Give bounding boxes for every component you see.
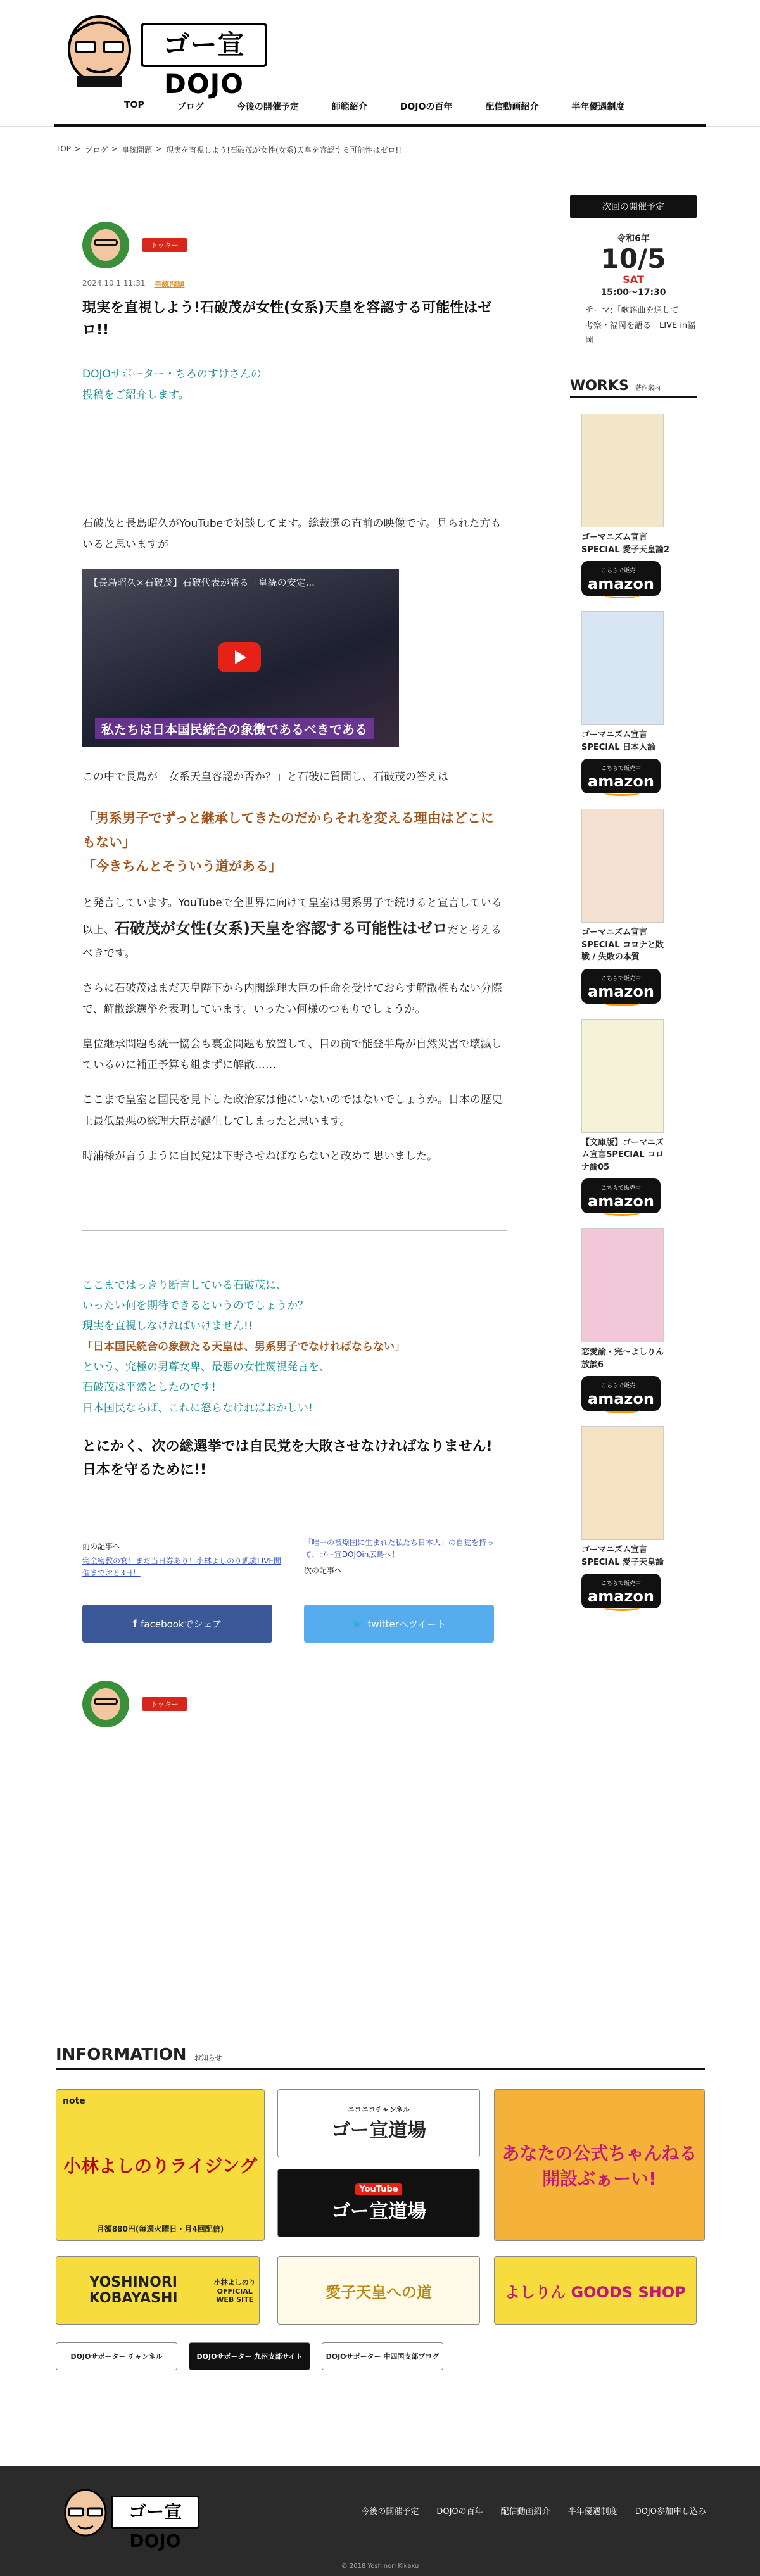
book-cover[interactable] [581, 414, 664, 527]
quote [82, 807, 507, 878]
twitter-share-button[interactable]: 🐦 twitterへツイート [304, 1605, 494, 1643]
banner-chushikoku[interactable]: DOJOサポーター 中四国支部ブログ [322, 2342, 443, 2370]
author-tag[interactable]: トッキー [142, 238, 187, 252]
prev-post-link[interactable]: 完全密教の宴！まだ当日券あり！小林よしのり凱旋LIVE開催までおと3日！ [82, 1556, 282, 1577]
author-row [82, 222, 507, 268]
nav-membership[interactable]: 半年優遇制度 [571, 102, 625, 112]
book-cover[interactable] [581, 1019, 664, 1133]
amazon-button[interactable]: こちらで販売中 amazon [581, 969, 661, 1004]
footer-nav-schedule[interactable]: 今後の開催予定 [361, 2507, 419, 2516]
banner-aiko-tenno[interactable]: 愛子天皇への道 [277, 2256, 480, 2325]
paragraph: さらに石破茂はまだ天皇陛下から内閣総理大臣の任命を受けておらず解散権もない分際で、解散総選挙を表明しています。いったい何様のつもりでしょうか。 [82, 982, 502, 1016]
nav-top[interactable]: TOP [124, 100, 144, 110]
footer-nav [361, 2504, 706, 2516]
amazon-logo-icon: amazon [581, 983, 661, 1001]
post-navigation [82, 1537, 507, 1579]
book-title: ゴーマニズム宣言SPECIAL 愛子天皇論2 [581, 533, 670, 555]
next-event[interactable] [570, 232, 697, 348]
divider [82, 1230, 507, 1231]
amazon-button[interactable]: こちらで販売中 amazon [581, 1574, 661, 1608]
nav-videos[interactable]: 配信動画紹介 [485, 102, 539, 112]
footer-nav-videos[interactable]: 配信動画紹介 [500, 2507, 550, 2516]
amazon-logo-icon: amazon [581, 1390, 661, 1408]
amazon-logo-icon: amazon [581, 575, 661, 593]
banner-official-site[interactable]: YOSHINORI KOBAYASHI 小林よしのり OFFICIAL WEB SITE [56, 2256, 260, 2325]
site-header [0, 0, 760, 127]
logo-text: ゴー宣DOJO [141, 23, 267, 67]
next-post [304, 1537, 507, 1579]
banner-supporter-channel[interactable]: DOJOサポーター チャンネル [56, 2342, 177, 2370]
youtube-embed[interactable] [82, 569, 399, 747]
amazon-logo-icon: amazon [581, 1192, 661, 1210]
nav-blog[interactable]: ブログ [177, 102, 204, 112]
final-statement: とにかく、次の総選挙では自民党を大敗させなければなりません! 日本を守るために!! [82, 1438, 493, 1479]
banner-text: 小林よしのりライジング [63, 2155, 257, 2176]
book-title: 【文庫版】ゴーマニズム宣言SPECIAL コロナ論05 [581, 1137, 664, 1172]
facebook-share-button[interactable]: f facebookでシェア [82, 1605, 272, 1643]
nav-teachers[interactable]: 師範紹介 [331, 102, 367, 112]
footer-nav-history[interactable]: DOJOの百年 [436, 2507, 483, 2516]
footer-nav-apply[interactable]: DOJO参加申し込み [635, 2507, 706, 2516]
sidebar [570, 195, 697, 1608]
facebook-icon: f [132, 1618, 137, 1630]
paragraph: 時浦様が言うように自民党は下野させねばならないと改めて思いました。 [82, 1149, 438, 1163]
book-item [581, 809, 670, 1004]
banner-text: 月額880円(毎週火曜日・月4回配信) [96, 2225, 224, 2233]
amazon-button[interactable]: こちらで販売中 amazon [581, 1376, 661, 1411]
breadcrumb-separator: > [111, 144, 118, 153]
breadcrumb-current: 現実を直視しよう!石破茂が女性(女系)天皇を容認する可能性はゼロ!! [166, 146, 402, 155]
closing-block: ここまではっきり断言している石破茂に、 いったい何を期待できるというのでしょうか？ 現実を直視しなければいけません!! 「日本国民統合の象徴たる天皇は、男系男子でなければならない」 という、究極の男尊女卑、最悪の女性蔑視発言を、 石破茂は平然としたのです! 日本国民ならば、これに怒らなければおかしい! [82, 1279, 405, 1415]
footer-nav-membership[interactable]: 半年優遇制度 [567, 2507, 618, 2516]
information-heading: INFORMATION お知らせ [56, 2045, 705, 2070]
quote-line: 「今きちんとそういう道がある」 [82, 858, 282, 874]
paragraph: ここまで皇室と国民を見下した政治家は他にいないのではないでしょうか。日本の歴史上最低最悪の総理大臣が誕生してしまったと思います。 [82, 1094, 502, 1128]
nav-schedule[interactable]: 今後の開催予定 [236, 102, 299, 112]
copyright: © 2018 Yoshinori Kikaku [341, 2563, 419, 2570]
post-lead [82, 364, 507, 405]
video-caption: 私たちは日本国民統合の象徴であるべきである [95, 718, 374, 739]
post-title: 現実を直視しよう!石破茂が女性(女系)天皇を容認する可能性はゼロ!! [82, 300, 492, 339]
share-buttons [82, 1605, 507, 1643]
event-date: 10/5 [600, 243, 666, 274]
footer-logo-text: ゴー宣DOJO [111, 2496, 200, 2529]
breadcrumb-blog[interactable]: ブログ [85, 146, 108, 155]
banner-kyushu[interactable]: DOJOサポーター 九州支部サイト [189, 2342, 310, 2370]
prev-post [82, 1537, 285, 1579]
footer-logo[interactable] [60, 2484, 206, 2551]
book-cover[interactable] [581, 1228, 664, 1342]
paragraph: と発言しています。YouTubeで全世界に向けて皇室は男系男子で続けると宣言している以上、石破茂が女性(女系)天皇を容認する可能性はゼロだと考えるべきです。 [82, 896, 502, 960]
schedule-heading: 次回の開催予定 [570, 195, 697, 218]
article [82, 222, 507, 1727]
amazon-button[interactable]: こちらで販売中 amazon [581, 561, 661, 596]
paragraph: この中で長島が「女系天皇容認か否か？」と石破に質問し、石破茂の答えは [82, 771, 448, 784]
breadcrumb-separator: > [156, 144, 163, 153]
book-title: ゴーマニズム宣言SPECIAL 日本人論 [581, 730, 656, 752]
next-post-link[interactable]: 「唯一の被爆国に生まれた私たち日本人」の自覚を持って、ゴー宣DOJOin広島へ！ [304, 1537, 495, 1559]
breadcrumb-category[interactable]: 皇統問題 [122, 146, 153, 155]
lead-line: 投稿をご紹介します。 [82, 388, 189, 401]
quote-line: 「男系男子でずっと継承してきたのだからそれを変える理由はどこにもない」 [82, 811, 494, 850]
author-avatar[interactable] [82, 1681, 129, 1727]
event-theme: テーマ:「歌謡曲を通して 考察・福岡を語る」LIVE in福 岡 [585, 306, 696, 345]
banner-note-rising[interactable]: note 小林よしのりライジング 月額880円(毎週火曜日・月4回配信) [56, 2089, 265, 2241]
amazon-logo-icon: amazon [581, 1588, 661, 1605]
post-meta [82, 279, 507, 289]
book-item [581, 1426, 670, 1608]
breadcrumb-separator: > [75, 144, 82, 153]
works-heading: WORKS 著作案内 [570, 378, 697, 398]
post-date: 2024.10.1 11:31 [82, 279, 146, 287]
event-time: 15:00〜17:30 [600, 287, 666, 298]
lead-line: DOJOサポーター・ちろのすけさんの [82, 368, 262, 381]
emphasis: 石破茂が女性(女系)天皇を容認する可能性はゼロ [115, 919, 448, 937]
post-category[interactable]: 皇統問題 [154, 280, 185, 289]
event-weekday: SAT [623, 274, 644, 286]
book-list [570, 414, 697, 1608]
book-title: 恋愛論・完～よしりん放談6 [581, 1348, 664, 1370]
book-item [581, 1228, 670, 1411]
nav-history[interactable]: DOJOの百年 [400, 102, 453, 112]
book-cover[interactable] [581, 611, 664, 725]
banner-youtube-dojo[interactable]: YouTube ゴー宣道場 [277, 2169, 480, 2237]
amazon-button[interactable]: こちらで販売中 amazon [581, 759, 661, 793]
paragraph: 皇位継承問題も統一協会も裏金問題も放置して、目の前で能登半島が自然災害で壊滅しているのに補正予算も組まずに解散…… [82, 1038, 502, 1072]
twitter-icon: 🐦 [352, 1618, 364, 1630]
banner-grid [56, 2089, 705, 2418]
banner-goods-shop[interactable]: よしりん GOODS SHOP [494, 2256, 697, 2325]
breadcrumb [56, 144, 402, 155]
mascot-face-icon [58, 5, 141, 87]
amazon-logo-icon: amazon [581, 773, 661, 790]
banner-official-channel[interactable]: あなたの公式ちゃんねる 開設ぶぁーい! [494, 2089, 705, 2241]
amazon-button[interactable]: こちらで販売中 amazon [581, 1178, 661, 1213]
book-item [581, 414, 670, 596]
site-logo[interactable] [58, 5, 267, 99]
book-title: ゴーマニズム宣言SPECIAL 愛子天皇論 [581, 1545, 664, 1567]
author-tag[interactable]: トッキー [142, 1697, 187, 1711]
information-section [56, 2045, 705, 2418]
book-item [581, 611, 670, 793]
next-label: 次の記事へ [304, 1566, 343, 1575]
paragraph: 石破茂と長島昭久がYouTubeで対談してます。総裁選の直前の映像です。見られた方もいると思いますが [82, 517, 502, 552]
video-title: 【長島昭久×石破茂】石破代表が語る「皇統の安定... [89, 577, 315, 589]
author-avatar[interactable] [82, 222, 129, 268]
site-footer [0, 2466, 760, 2576]
nav-divider [54, 124, 706, 127]
author-row-bottom [82, 1681, 507, 1727]
mascot-face-icon [60, 2484, 111, 2541]
book-title: ゴーマニズム宣言SPECIAL コロナと敗戦 / 失敗の本質 [581, 928, 664, 963]
event-year: 令和6年 [617, 234, 650, 244]
youtube-icon: YouTube [355, 2183, 402, 2195]
book-cover[interactable] [581, 809, 664, 923]
prev-label: 前の記事へ [82, 1541, 121, 1551]
play-icon[interactable] [218, 642, 261, 672]
banner-niconico[interactable]: ニコニコチャンネル ゴー宣道場 [277, 2089, 480, 2157]
main-nav [108, 95, 641, 118]
breadcrumb-top[interactable]: TOP [56, 144, 72, 153]
book-item [581, 1019, 670, 1214]
book-cover[interactable] [581, 1426, 664, 1540]
